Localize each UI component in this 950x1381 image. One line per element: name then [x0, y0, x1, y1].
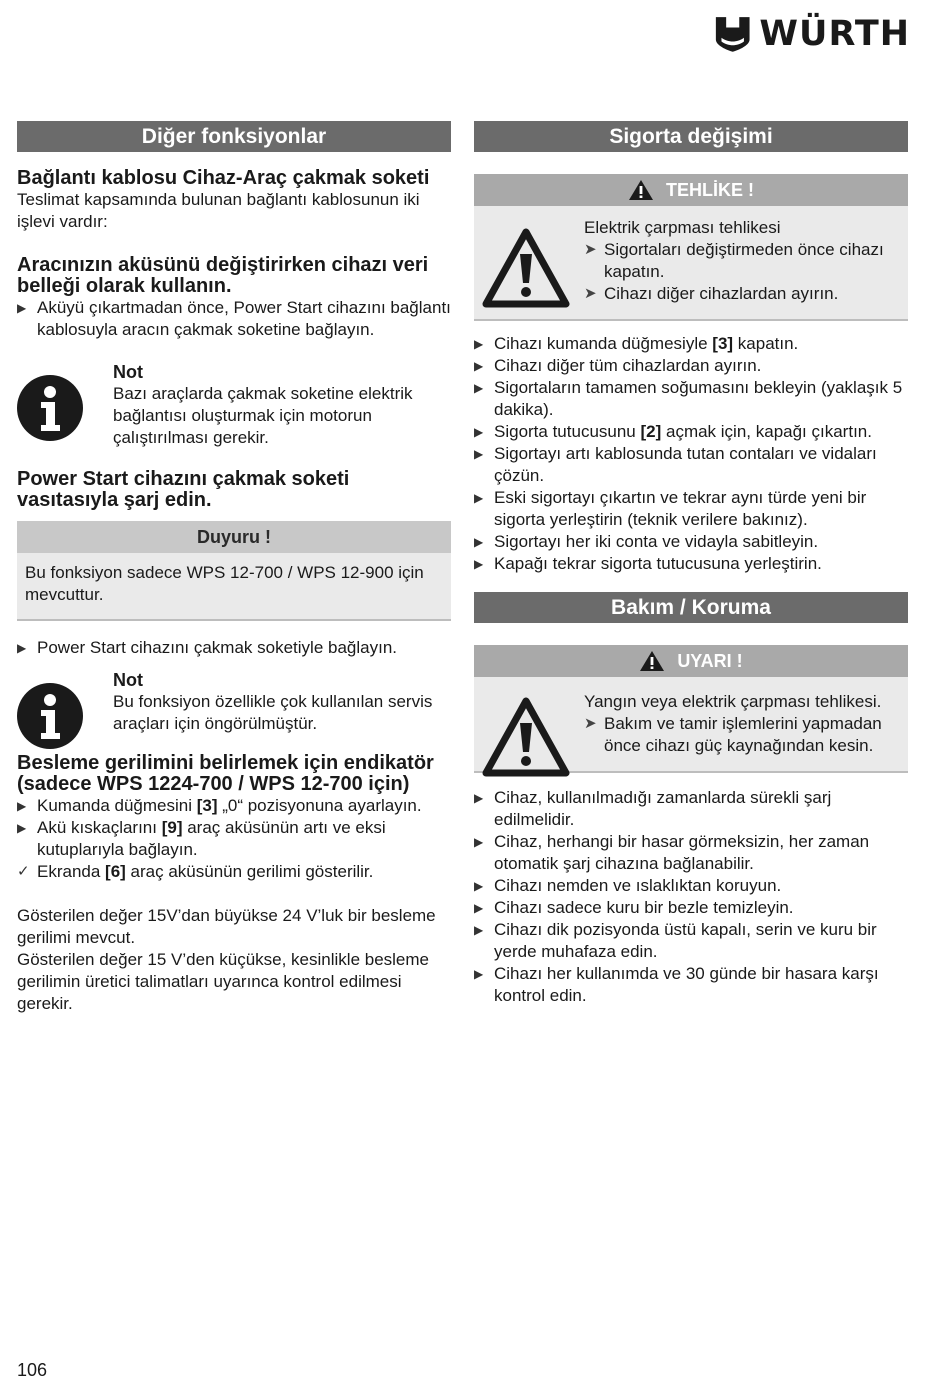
warning-small-icon — [639, 650, 665, 672]
note-text: Bazı araçlarda çakmak soketine elektrik bağlantısı oluşturmak için motorun çalıştırılması gerekir. — [113, 384, 413, 447]
arrow-bullet-icon: ▶ — [474, 835, 484, 849]
arrow-bullet-icon: ▶ — [474, 967, 484, 981]
arrow-bullet-icon: ▶ — [474, 425, 484, 439]
warning-title: UYARI ! — [677, 650, 743, 671]
danger-text: Elektrik çarpması tehlikesi — [584, 218, 781, 237]
note-title: Not — [113, 362, 143, 382]
warning-item: ➤ Bakım ve tamir işlemlerini yapmadan önce cihazı güç kaynağından kesin. — [584, 714, 882, 755]
paragraph: Gösterilen değer 15 V’den küçükse, kesinlikle besleme gerilimin üretici talimatları uyarınca kontrol edilmesi gerekir. — [17, 950, 430, 1013]
arrow-bullet-icon: ▶ — [474, 447, 484, 461]
page-number: 106 — [17, 1360, 48, 1380]
warning-header — [474, 645, 908, 677]
section-header-fuse-change: Sigorta değişimi — [474, 121, 908, 152]
arrow-bullet-icon: ▶ — [17, 799, 27, 813]
arrow-bullet-icon: ▶ — [474, 791, 484, 805]
list-item: ▶ Eski sigortayı çıkartın ve tekrar aynı türde yeni bir sigorta yerleştirin (teknik verilere bakınız). — [474, 488, 867, 529]
list-item: ▶ Cihaz, kullanılmadığı zamanlarda sürekli şarj edilmelidir. — [474, 788, 832, 829]
chevron-right-icon: ➤ — [584, 715, 597, 732]
list-item: ▶ Kumanda düğmesini [3] „0“ pozisyonuna ayarlayın. — [17, 796, 422, 815]
list-item: ▶ Aküyü çıkartmadan önce, Power Start cihazını bağlantı kablosuyla aracın çakmak soketine bağlayın. — [17, 298, 451, 339]
warning-triangle-icon — [482, 697, 570, 777]
list-item: ▶ Cihazı dik pozisyonda üstü kapalı, serin ve kuru bir yerde muhafaza edin. — [474, 920, 877, 961]
notice-text: Bu fonksiyon sadece WPS 12-700 / WPS 12-900 için mevcuttur. — [25, 563, 424, 604]
heading-voltage-indicator: Besleme gerilimini belirlemek için endikatör (sadece WPS 1224-700 / WPS 12-700 için) — [17, 752, 434, 795]
warning-triangle-icon — [482, 228, 570, 308]
left-column — [17, 121, 451, 1015]
danger-title: TEHLİKE ! — [666, 179, 754, 200]
note-block — [17, 669, 451, 735]
list-item: ✓ Ekranda [6] araç aküsünün gerilimi gösterilir. — [17, 862, 374, 881]
list-item: ▶ Kapağı tekrar sigorta tutucusuna yerleştirin. — [474, 554, 822, 573]
list-item: ▶ Akü kıskaçlarını [9] araç aküsünün artı ve eksi kutuplarıyla bağlayın. — [17, 818, 386, 859]
list-item: ▶ Sigortayı her iki conta ve vidayla sabitleyin. — [474, 532, 819, 551]
wurth-logo — [714, 12, 910, 56]
right-column — [474, 121, 908, 1007]
arrow-bullet-icon: ▶ — [474, 901, 484, 915]
list-item: ▶ Cihaz, herhangi bir hasar görmeksizin, her zaman otomatik şarj cihazına bağlanabilir. — [474, 832, 870, 873]
list-item: ▶ Cihazı kumanda düğmesiyle [3] kapatın. — [474, 334, 799, 353]
note-text: Bu fonksiyon özellikle çok kullanılan servis araçları için öngörülmüştür. — [113, 692, 433, 733]
list-item: ▶ Sigortayı artı kablosunda tutan contaları ve vidaları çözün. — [474, 444, 877, 485]
section-header-maintenance: Bakım / Koruma — [474, 592, 908, 623]
list-item: ▶ Sigortaların tamamen soğumasını bekleyin (yaklaşık 5 dakika). — [474, 378, 903, 419]
arrow-bullet-icon: ▶ — [474, 535, 484, 549]
list-item: ▶ Cihazı her kullanımda ve 30 günde bir hasara karşı kontrol edin. — [474, 964, 879, 1005]
danger-item: ➤ Cihazı diğer cihazlardan ayırın. — [584, 284, 839, 303]
arrow-bullet-icon: ▶ — [17, 641, 27, 655]
intro-text: Teslimat kapsamında bulunan bağlantı kablosunun iki işlevi vardır: — [17, 190, 420, 231]
check-mark-icon: ✓ — [17, 863, 30, 880]
list-item: ▶ Sigorta tutucusunu [2] açmak için, kapağı çıkartın. — [474, 422, 872, 441]
note-block — [17, 361, 451, 449]
list-item: ▶ Power Start cihazını çakmak soketiyle bağlayın. — [17, 638, 397, 657]
arrow-bullet-icon: ▶ — [474, 879, 484, 893]
notice-box — [17, 553, 451, 621]
warning-small-icon — [628, 179, 654, 201]
brand-name: WÜRTH — [759, 14, 910, 54]
danger-box — [474, 206, 908, 321]
arrow-bullet-icon: ▶ — [474, 557, 484, 571]
paragraph: Gösterilen değer 15V’dan büyükse 24 V’luk bir besleme gerilimi mevcut. — [17, 906, 436, 947]
info-icon — [17, 375, 83, 441]
chevron-right-icon: ➤ — [584, 285, 597, 302]
arrow-bullet-icon: ▶ — [474, 359, 484, 373]
danger-item: ➤ Sigortaları değiştirmeden önce cihazı kapatın. — [584, 240, 884, 281]
danger-header — [474, 174, 908, 206]
list-item: ▶ Cihazı sadece kuru bir bezle temizleyin. — [474, 898, 794, 917]
heading-charge-via-socket: Power Start cihazını çakmak soketi vasıtasıyla şarj edin. — [17, 468, 350, 511]
arrow-bullet-icon: ▶ — [17, 821, 27, 835]
list-item: ▶ Cihazı nemden ve ıslaklıktan koruyun. — [474, 876, 782, 895]
arrow-bullet-icon: ▶ — [474, 491, 484, 505]
info-icon — [17, 683, 83, 749]
notice-header: Duyuru ! — [17, 521, 451, 553]
section-header-other-functions: Diğer fonksiyonlar — [17, 121, 451, 152]
arrow-bullet-icon: ▶ — [474, 381, 484, 395]
warning-text: Yangın veya elektrik çarpması tehlikesi. — [584, 692, 882, 711]
heading-connection-cable: Bağlantı kablosu Cihaz-Araç çakmak soketi — [17, 167, 430, 189]
note-title: Not — [113, 670, 143, 690]
list-item: ▶ Cihazı diğer tüm cihazlardan ayırın. — [474, 356, 762, 375]
arrow-bullet-icon: ▶ — [17, 301, 27, 315]
chevron-right-icon: ➤ — [584, 241, 597, 258]
heading-data-memory: Aracınızın aküsünü değiştirirken cihazı veri belleği olarak kullanın. — [17, 254, 429, 297]
arrow-bullet-icon: ▶ — [474, 923, 484, 937]
wurth-emblem-icon — [714, 14, 751, 54]
warning-box — [474, 677, 908, 773]
arrow-bullet-icon: ▶ — [474, 337, 484, 351]
